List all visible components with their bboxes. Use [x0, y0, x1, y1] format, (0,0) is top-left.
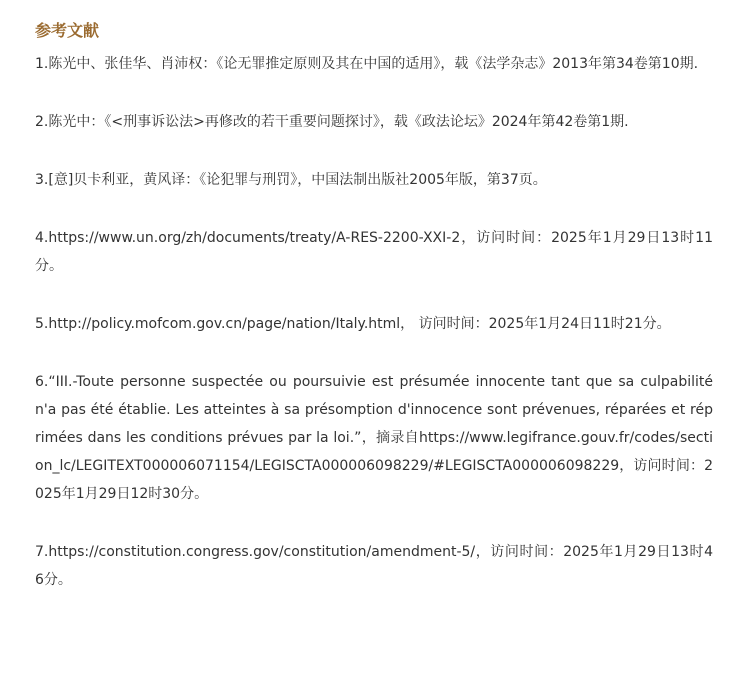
reference-text: “III.-Toute personne suspectée ou poursuivie est présumée innocente tant que sa culpabilité n'a pas été établie. Les atteintes à sa présomption d'innocence sont prévenues, réparées et réprimées dans les conditions prévues par la loi.”，摘录自https://www.legifrance.gouv.fr/codes/section_lc/LEGITEXT000006071154/LEGISCTA000006098229/#LEGISCTA000006098229，访问时间：2025年1月29日12时30分。 — [35, 374, 713, 502]
reference-text: https://constitution.congress.gov/constitution/amendment-5/，访问时间：2025年1月29日13时46分。 — [35, 544, 713, 588]
reference-item-7 — [35, 538, 713, 594]
reference-item-4 — [35, 224, 713, 280]
reference-text: https://www.un.org/zh/documents/treaty/A-RES-2200-XXI-2，访问时间：2025年1月29日13时11分。 — [35, 230, 713, 274]
reference-number: 6. — [35, 374, 49, 390]
references-section — [35, 18, 713, 594]
references-heading: 参考文献 — [35, 21, 100, 40]
reference-item-6 — [35, 368, 713, 508]
reference-item-5 — [35, 310, 713, 338]
reference-text: 陈光中、张佳华、肖沛权：《论无罪推定原则及其在中国的适用》，载《法学杂志》2013年第34卷第10期. — [48, 56, 699, 72]
reference-text: [意]贝卡利亚，黄风译：《论犯罪与刑罚》，中国法制出版社2005年版，第37页。 — [48, 172, 547, 188]
reference-text: http://policy.mofcom.gov.cn/page/nation/Italy.html， 访问时间：2025年1月24日11时21分。 — [48, 316, 671, 332]
reference-number: 7. — [35, 544, 49, 560]
reference-list — [35, 50, 713, 594]
reference-number: 3. — [35, 172, 49, 188]
reference-text: 陈光中：《<刑事诉讼法>再修改的若干重要问题探讨》，载《政法论坛》2024年第42卷第1期. — [48, 114, 629, 130]
reference-number: 2. — [35, 114, 49, 130]
reference-number: 5. — [35, 316, 49, 332]
reference-item-2 — [35, 108, 713, 136]
reference-number: 4. — [35, 230, 49, 246]
reference-item-1 — [35, 50, 713, 78]
reference-number: 1. — [35, 56, 49, 72]
reference-item-3 — [35, 166, 713, 194]
